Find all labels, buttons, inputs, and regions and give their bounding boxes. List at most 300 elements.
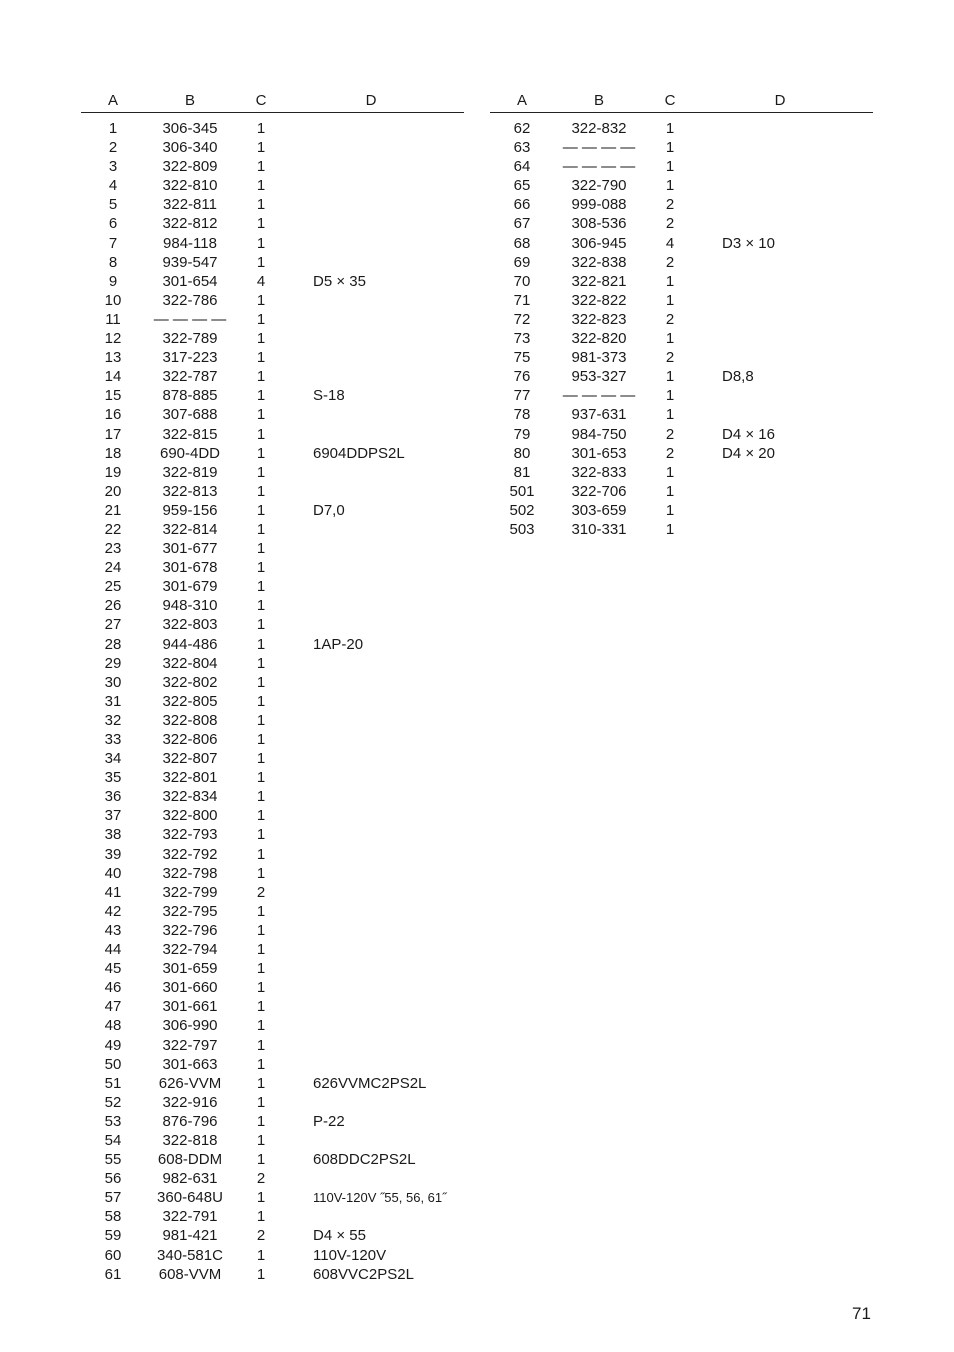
item-number: 14 [104, 368, 122, 386]
quantity: 1 [256, 406, 266, 424]
quantity: 1 [256, 425, 266, 443]
quantity: 1 [256, 1265, 266, 1283]
table-row [81, 845, 464, 864]
part-number: 322-807 [162, 750, 218, 768]
quantity: 1 [256, 463, 266, 481]
table-row [81, 635, 464, 654]
part-number: 322-800 [162, 807, 218, 825]
item-number: 76 [513, 368, 531, 386]
table-row [490, 520, 873, 539]
item-number: 7 [108, 234, 118, 252]
part-number: 981-373 [571, 349, 627, 367]
item-number: 18 [104, 444, 122, 462]
table-row [81, 577, 464, 596]
quantity: 1 [256, 845, 266, 863]
table-row [81, 176, 464, 195]
part-number: 322-821 [571, 272, 627, 290]
quantity: 1 [665, 139, 675, 157]
table-row [81, 1265, 464, 1284]
quantity: 1 [256, 1112, 266, 1130]
part-number: 322-815 [162, 425, 218, 443]
part-number: 306-345 [162, 120, 218, 137]
quantity: 1 [256, 921, 266, 939]
part-number: 322-793 [162, 826, 218, 844]
table-row [490, 195, 873, 214]
quantity: 1 [256, 979, 266, 997]
part-number: 301-678 [162, 559, 218, 577]
part-number: 878-885 [162, 387, 218, 405]
item-number: 69 [513, 253, 531, 271]
quantity: 1 [256, 196, 266, 214]
table-header [490, 92, 873, 113]
quantity: 1 [256, 597, 266, 615]
table-row [81, 539, 464, 558]
table-row [81, 940, 464, 959]
header-c: C [664, 92, 676, 109]
table-row [81, 959, 464, 978]
part-number: 322-819 [162, 463, 218, 481]
quantity: 2 [256, 883, 266, 901]
item-number: 56 [104, 1170, 122, 1188]
item-number: 39 [104, 845, 122, 863]
quantity: 2 [665, 444, 675, 462]
table-row [81, 348, 464, 367]
quantity: 1 [256, 673, 266, 691]
quantity: 1 [256, 139, 266, 157]
table-row [490, 329, 873, 348]
table-row [81, 997, 464, 1016]
part-number: 310-331 [571, 520, 627, 538]
item-number: 24 [104, 559, 122, 577]
part-number: 322-795 [162, 902, 218, 920]
table-row [81, 806, 464, 825]
item-number: 503 [509, 520, 535, 538]
item-number: 68 [513, 234, 531, 252]
part-number: 959-156 [162, 501, 218, 519]
item-number: 61 [104, 1265, 122, 1283]
item-number: 75 [513, 349, 531, 367]
quantity: 1 [256, 1036, 266, 1054]
quantity: 1 [256, 750, 266, 768]
quantity: 1 [256, 158, 266, 176]
table-row [81, 367, 464, 386]
part-number: 999-088 [571, 196, 627, 214]
quantity: 1 [256, 1246, 266, 1264]
description: D4 × 16 [722, 425, 775, 443]
item-number: 42 [104, 902, 122, 920]
quantity: 2 [665, 310, 675, 328]
part-number: 322-794 [162, 941, 218, 959]
table-row [490, 482, 873, 501]
table-row [490, 138, 873, 157]
parts-table-right [490, 92, 873, 539]
item-number: 71 [513, 291, 531, 309]
item-number: 38 [104, 826, 122, 844]
item-number: 53 [104, 1112, 122, 1130]
part-number: 301-660 [162, 979, 218, 997]
description: D4 × 55 [313, 1227, 366, 1245]
quantity: 1 [256, 520, 266, 538]
table-row [81, 1150, 464, 1169]
part-number: 984-118 [163, 234, 217, 252]
quantity: 1 [256, 654, 266, 672]
quantity: 1 [256, 215, 266, 233]
item-number: 27 [104, 616, 122, 634]
quantity: 1 [256, 1074, 266, 1092]
description: 6904DDPS2L [313, 444, 405, 462]
item-number: 66 [513, 196, 531, 214]
part-number: 322-822 [571, 291, 627, 309]
table-row [81, 425, 464, 444]
part-number: 308-536 [571, 215, 627, 233]
table-row [81, 157, 464, 176]
table-row [490, 291, 873, 310]
item-number: 34 [104, 750, 122, 768]
description: D8,8 [722, 368, 754, 386]
table-row [490, 176, 873, 195]
table-row [81, 234, 464, 253]
table-row [490, 119, 873, 138]
quantity: 2 [665, 349, 675, 367]
item-number: 12 [104, 330, 122, 348]
table-row [81, 768, 464, 787]
part-number: 301-653 [571, 444, 627, 462]
table-row [490, 157, 873, 176]
description: 110V-120V [313, 1246, 387, 1264]
quantity: 1 [256, 635, 266, 653]
part-number: 322-787 [162, 368, 218, 386]
item-number: 58 [104, 1208, 122, 1226]
quantity: 1 [256, 234, 266, 252]
item-number: 20 [104, 482, 122, 500]
table-row [81, 214, 464, 233]
quantity: 1 [256, 616, 266, 634]
table-row [81, 902, 464, 921]
item-number: 1 [108, 120, 118, 137]
table-row [81, 310, 464, 329]
quantity: 1 [665, 177, 675, 195]
quantity: 1 [256, 291, 266, 309]
item-number: 73 [513, 330, 531, 348]
table-row [81, 1036, 464, 1055]
part-number: 307-688 [162, 406, 218, 424]
quantity: 2 [665, 196, 675, 214]
quantity: 1 [256, 692, 266, 710]
quantity: 1 [665, 368, 675, 386]
table-row [81, 1074, 464, 1093]
part-number: 301-654 [162, 272, 218, 290]
part-number: 322-805 [162, 692, 218, 710]
quantity: 1 [256, 253, 266, 271]
table-row [81, 291, 464, 310]
table-row [81, 482, 464, 501]
quantity: 2 [665, 253, 675, 271]
part-number: 322-786 [162, 291, 218, 309]
item-number: 2 [108, 139, 118, 157]
item-number: 46 [104, 979, 122, 997]
part-number: 322-838 [571, 253, 627, 271]
quantity: 1 [256, 731, 266, 748]
quantity: 1 [256, 864, 266, 882]
part-number: 608-VVM [158, 1265, 222, 1283]
quantity: 1 [256, 1055, 266, 1073]
part-number: 948-310 [162, 597, 218, 615]
item-number: 44 [104, 941, 122, 959]
part-number: 981-421 [162, 1227, 218, 1245]
quantity: 1 [256, 177, 266, 195]
part-number: 322-790 [571, 177, 627, 195]
item-number: 59 [104, 1227, 122, 1245]
quantity: 1 [256, 807, 266, 825]
item-number: 41 [104, 883, 122, 901]
item-number: 77 [513, 387, 531, 405]
quantity: 1 [256, 941, 266, 959]
part-number: 322-706 [571, 482, 627, 500]
item-number: 26 [104, 597, 122, 615]
part-number: 322-801 [162, 769, 218, 787]
table-row [81, 386, 464, 405]
part-number: 303-659 [571, 501, 627, 519]
item-number: 37 [104, 807, 122, 825]
table-row [81, 692, 464, 711]
table-row [81, 444, 464, 463]
part-number: 322-916 [162, 1093, 218, 1111]
part-number: 984-750 [571, 425, 627, 443]
table-row [81, 253, 464, 272]
table-row [81, 1112, 464, 1131]
table-row [81, 883, 464, 902]
item-number: 33 [104, 731, 122, 748]
part-number: 322-798 [162, 864, 218, 882]
quantity: 1 [256, 578, 266, 596]
quantity: 1 [665, 463, 675, 481]
table-row [490, 272, 873, 291]
table-row [81, 596, 464, 615]
quantity: 4 [665, 234, 675, 252]
item-number: 45 [104, 960, 122, 978]
item-number: 70 [513, 272, 531, 290]
table-row [81, 615, 464, 634]
table-row [81, 864, 464, 883]
item-number: 64 [513, 158, 531, 176]
part-number: 322-832 [571, 120, 627, 137]
description: 608DDC2PS2L [313, 1151, 416, 1169]
item-number: 51 [104, 1074, 122, 1092]
part-number: 322-791 [162, 1208, 218, 1226]
item-number: 10 [104, 291, 122, 309]
item-number: 62 [513, 120, 531, 137]
table-row [81, 978, 464, 997]
item-number: 8 [108, 253, 118, 271]
table-row [81, 119, 464, 138]
item-number: 80 [513, 444, 531, 462]
table-row [81, 520, 464, 539]
item-number: 36 [104, 788, 122, 806]
table-row [490, 234, 873, 253]
part-number: 340-581C [157, 1246, 223, 1264]
table-row [81, 195, 464, 214]
part-number: 322-789 [162, 330, 218, 348]
header-d: D [365, 92, 377, 109]
quantity: 1 [665, 482, 675, 500]
table-row [81, 654, 464, 673]
part-number: 322-792 [162, 845, 218, 863]
item-number: 21 [104, 501, 122, 519]
item-number: 5 [108, 196, 118, 214]
table-row [81, 1246, 464, 1265]
table-row [81, 1226, 464, 1245]
quantity: 1 [256, 1093, 266, 1111]
table-body [81, 119, 464, 1284]
part-number: 322-803 [162, 616, 218, 634]
part-number: 322-814 [162, 520, 218, 538]
header-b: B [184, 92, 195, 109]
part-number: 690-4DD [159, 444, 221, 462]
table-row [490, 501, 873, 520]
part-number: — — — — [562, 158, 636, 176]
item-number: 57 [104, 1189, 122, 1207]
quantity: 1 [256, 120, 266, 137]
page-number: 71 [852, 1304, 871, 1323]
item-number: 48 [104, 1017, 122, 1035]
part-number: 322-823 [571, 310, 627, 328]
table-row [81, 1093, 464, 1112]
quantity: 1 [256, 826, 266, 844]
quantity: 1 [665, 291, 675, 309]
item-number: 63 [513, 139, 531, 157]
parts-table-left [81, 92, 464, 1284]
description: D5 × 35 [313, 272, 366, 290]
quantity: 1 [256, 711, 266, 729]
header-a: A [107, 92, 118, 109]
quantity: 1 [256, 387, 266, 405]
part-number: 301-677 [162, 540, 218, 558]
part-number: 322-799 [162, 883, 218, 901]
description: D3 × 10 [722, 234, 775, 252]
item-number: 31 [104, 692, 122, 710]
item-number: 60 [104, 1246, 122, 1264]
quantity: 1 [256, 559, 266, 577]
table-row [490, 386, 873, 405]
quantity: 1 [256, 902, 266, 920]
table-row [81, 558, 464, 577]
header-d: D [774, 92, 786, 109]
item-number: 67 [513, 215, 531, 233]
table-row [81, 1188, 464, 1207]
quantity: 1 [256, 482, 266, 500]
table-row [81, 329, 464, 348]
item-number: 72 [513, 310, 531, 328]
item-number: 11 [105, 310, 121, 328]
description: D7,0 [313, 501, 345, 519]
part-number: 937-631 [571, 406, 627, 424]
quantity: 1 [256, 1017, 266, 1035]
item-number: 17 [104, 425, 122, 443]
part-number: 322-806 [162, 731, 218, 748]
table-row [81, 711, 464, 730]
part-number: 322-834 [162, 788, 218, 806]
part-number: 322-833 [571, 463, 627, 481]
part-number: 306-340 [162, 139, 218, 157]
quantity: 1 [256, 540, 266, 558]
item-number: 4 [108, 177, 118, 195]
quantity: 1 [256, 501, 266, 519]
item-number: 501 [509, 482, 535, 500]
quantity: 1 [256, 1208, 266, 1226]
quantity: 1 [256, 960, 266, 978]
table-row [81, 787, 464, 806]
table-row [81, 1207, 464, 1226]
item-number: 22 [104, 520, 122, 538]
table-row [490, 405, 873, 424]
quantity: 1 [665, 406, 675, 424]
item-number: 65 [513, 177, 531, 195]
table-body [490, 119, 873, 539]
table-row [81, 1169, 464, 1188]
item-number: 81 [513, 463, 531, 481]
description: D4 × 20 [722, 444, 775, 462]
table-row [81, 730, 464, 749]
table-row [490, 367, 873, 386]
item-number: 54 [104, 1131, 122, 1149]
table-row [81, 272, 464, 291]
table-row [490, 310, 873, 329]
table-row [81, 463, 464, 482]
part-number: 301-659 [162, 960, 218, 978]
item-number: 502 [509, 501, 535, 519]
item-number: 9 [108, 272, 118, 290]
item-number: 15 [104, 387, 122, 405]
description: P-22 [313, 1112, 345, 1130]
item-number: 40 [104, 864, 122, 882]
part-number: 982-631 [162, 1170, 218, 1188]
part-number: 306-945 [571, 234, 627, 252]
quantity: 1 [665, 272, 675, 290]
quantity: 1 [665, 520, 675, 538]
description: S-18 [313, 387, 345, 405]
quantity: 1 [256, 788, 266, 806]
quantity: 1 [665, 501, 675, 519]
table-row [81, 1055, 464, 1074]
item-number: 6 [108, 215, 118, 233]
part-number: 301-679 [162, 578, 218, 596]
part-number: — — — — [562, 387, 636, 405]
table-header [81, 92, 464, 113]
part-number: 322-813 [162, 482, 218, 500]
table-row [81, 1131, 464, 1150]
table-row [490, 463, 873, 482]
part-number: 322-808 [162, 711, 218, 729]
part-number: 322-804 [162, 654, 218, 672]
part-number: 608-DDM [157, 1151, 223, 1169]
description: 1AP-20 [313, 635, 364, 653]
quantity: 1 [665, 330, 675, 348]
part-number: 944-486 [162, 635, 218, 653]
item-number: 30 [104, 673, 122, 691]
quantity: 2 [665, 425, 675, 443]
item-number: 49 [104, 1036, 122, 1054]
quantity: 1 [256, 349, 266, 367]
item-number: 50 [104, 1055, 122, 1073]
part-number: 322-820 [571, 330, 627, 348]
table-row [490, 253, 873, 272]
item-number: 25 [104, 578, 122, 596]
header-c: C [255, 92, 267, 109]
header-b: B [593, 92, 604, 109]
description: 110V-120V ˝55, 56, 61˝ [313, 1190, 447, 1206]
item-number: 79 [513, 425, 531, 443]
part-number: 876-796 [162, 1112, 218, 1130]
